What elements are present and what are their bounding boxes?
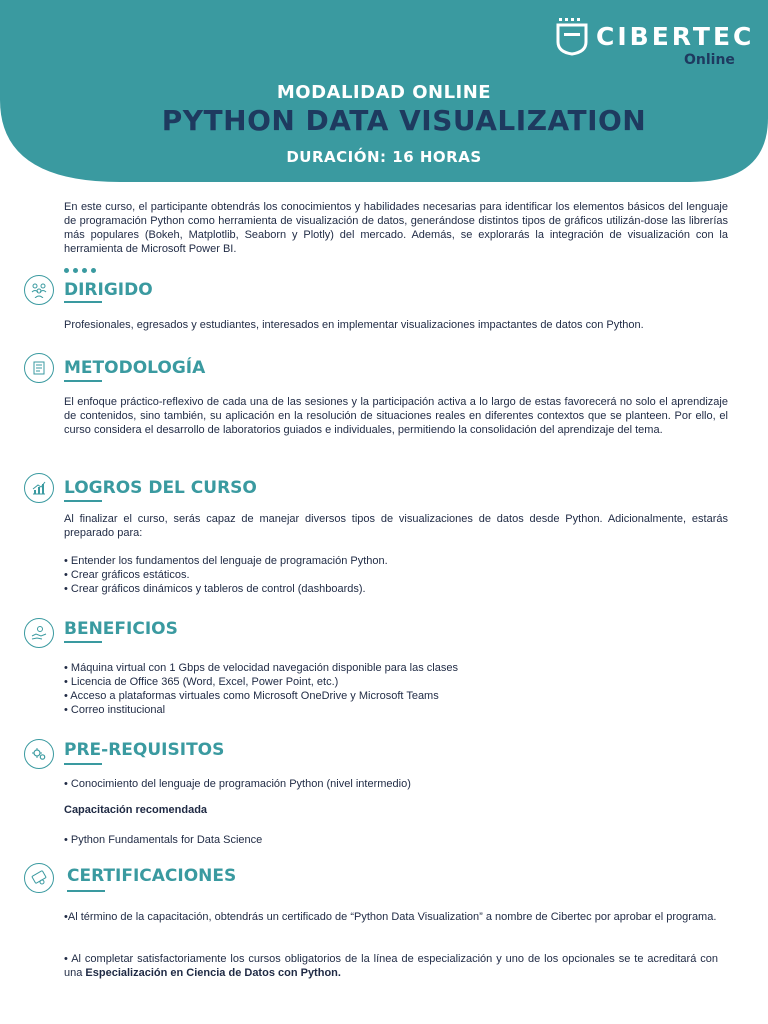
- especializacion-name: Especialización en Ciencia de Datos con Python.: [85, 967, 341, 979]
- list-item: • Máquina virtual con 1 Gbps de velocidad navegación disponible para las clases: [64, 662, 458, 674]
- metodologia-text: El enfoque práctico-reflexivo de cada una de las sesiones y la participación activa a lo largo de estas favorecerá no solo el aprendizaje de contenidos, sino también, su aplicación en la resolución de situaciones reales en diferentes contextos que se planteen. Por ello, el curso considera el desarrollo de laboratorios guiados e individuales, permitiendo la consolidación del aprendizaje del tema.: [64, 396, 728, 436]
- growth-chart-icon: [24, 473, 54, 503]
- document-icon: [24, 353, 54, 383]
- certificaciones-p1: •Al término de la capacitación, obtendrás un certificado de “Python Data Visualization” a nombre de Cibertec por aprobar el programa.: [64, 911, 717, 923]
- list-item: • Crear gráficos dinámicos y tableros de control (dashboards).: [64, 583, 366, 595]
- hand-coins-icon: [24, 618, 54, 648]
- section-underline: [64, 301, 102, 303]
- section-title-beneficios: BENEFICIOS: [64, 619, 178, 639]
- logros-intro: Al finalizar el curso, serás capaz de manejar diversos tipos de visualizaciones de datos desde Python. Adicionalmente, estarás preparado para:: [64, 513, 728, 539]
- section-underline: [67, 890, 105, 892]
- capacitacion-item: • Python Fundamentals for Data Science: [64, 834, 263, 846]
- section-title-certificaciones: CERTIFICACIONES: [67, 866, 237, 886]
- modality-label: MODALIDAD ONLINE: [276, 82, 492, 103]
- section-underline: [64, 641, 102, 643]
- section-underline: [64, 380, 102, 382]
- list-item: • Entender los fundamentos del lenguaje de programación Python.: [64, 555, 388, 567]
- dirigido-text: Profesionales, egresados y estudiantes, interesados en implementar visualizaciones impactantes de datos con Python.: [64, 319, 644, 331]
- certificaciones-p2-text: • Al completar satisfactoriamente los cursos obligatorios de la línea de especialización y uno de los opcionales se te acreditará con una: [64, 953, 718, 979]
- logo-mark-icon: [556, 16, 588, 56]
- logo-subtitle: Online: [684, 52, 735, 68]
- prerequisito-item: • Conocimiento del lenguaje de programación Python (nivel intermedio): [64, 778, 411, 790]
- capacitacion-label: Capacitación recomendada: [64, 804, 208, 816]
- diploma-icon: [24, 863, 54, 893]
- section-title-dirigido: DIRIGIDO: [64, 280, 153, 300]
- section-title-metodologia: METODOLOGÍA: [64, 358, 206, 378]
- list-item: • Acceso a plataformas virtuales como Microsoft OneDrive y Microsoft Teams: [64, 690, 439, 702]
- certificaciones-p2: [64, 952, 718, 980]
- people-icon: [24, 275, 54, 305]
- page-title: PYTHON DATA VISUALIZATION: [161, 104, 647, 137]
- section-underline: [64, 763, 102, 765]
- list-item: • Correo institucional: [64, 704, 166, 716]
- section-title-logros: LOGROS DEL CURSO: [64, 478, 257, 498]
- list-item: • Crear gráficos estáticos.: [64, 569, 190, 581]
- logros-list: [64, 554, 728, 596]
- cibertec-logo[interactable]: [556, 16, 755, 72]
- intro-paragraph: En este curso, el participante obtendrás los conocimientos y habilidades necesarias para identificar los elementos básicos del lenguaje de programación Python como herramienta de visualización de datos, generándose distintos tipos de gráficos utilizán-dose las librerías más populares (Bokeh, Matplotlib, Seaborn y Plotly) del mercado. Además, se explorarás la integración de visualización con la herramienta de Microsoft Power BI.: [64, 201, 728, 255]
- section-divider-dots: [64, 260, 104, 270]
- beneficios-list: [64, 661, 728, 717]
- logo-name: CIBERTEC: [596, 22, 755, 51]
- gears-icon: [24, 739, 54, 769]
- section-title-prerequisitos: PRE-REQUISITOS: [64, 740, 225, 760]
- duration-label: DURACIÓN: 16 HORAS: [286, 148, 482, 166]
- section-underline: [64, 500, 102, 502]
- list-item: • Licencia de Office 365 (Word, Excel, Power Point, etc.): [64, 676, 339, 688]
